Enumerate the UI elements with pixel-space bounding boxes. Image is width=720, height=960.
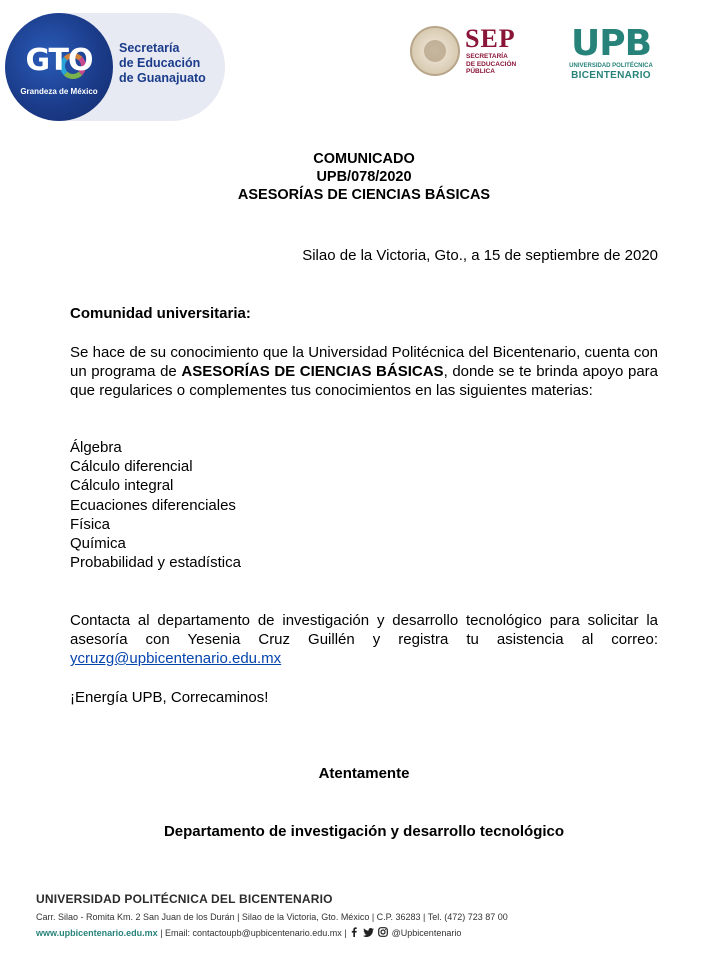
upb-logo-line1: UNIVERSIDAD POLITÉCNICA [569, 63, 653, 69]
footer-title: UNIVERSIDAD POLITÉCNICA DEL BICENTENARIO [36, 892, 333, 906]
intro-text-end: , donde se te brinda apoyo para que regularices o complementes tus conocimientos en las siguientes materias: [70, 363, 658, 399]
footer-social-handle[interactable]: @Upbicentenario [391, 927, 462, 938]
list-item: Física [70, 515, 111, 533]
gto-logo [5, 13, 225, 121]
sep-subtitle-line: PÚBLICA [466, 68, 495, 75]
title-line-folio: UPB/078/2020 [316, 169, 412, 185]
sep-seal-icon [410, 26, 460, 76]
date-line: Silao de la Victoria, Gto., a 15 de septiembre de 2020 [302, 247, 658, 264]
list-item: Ecuaciones diferenciales [70, 496, 236, 514]
intro-text: Se hace de su conocimiento que la Universidad Politécnica del Bicentenario, cuenta con un programa de [70, 344, 658, 380]
cheer-line: ¡Energía UPB, Correcaminos! [70, 689, 269, 706]
title-line-comunicado: COMUNICADO [313, 151, 415, 167]
sep-logo-subtitle [466, 53, 516, 76]
gto-secretaria-line: Secretaría [119, 41, 180, 55]
gto-secretaria-line: de Guanajuato [119, 71, 206, 85]
footer-email: | Email: contactoupb@upbicentenario.edu.mx | [157, 927, 350, 938]
contact-email-link[interactable]: ycruzg@upbicentenario.edu.mx [70, 650, 282, 667]
closing: Atentamente [318, 765, 410, 782]
letterhead [0, 0, 720, 130]
contact-paragraph [70, 611, 658, 668]
list-item: Cálculo diferencial [70, 458, 193, 476]
upb-logo [558, 24, 668, 84]
intro-paragraph [70, 343, 658, 400]
gto-secretaria-line: de Educación [119, 56, 201, 70]
footer-website-link[interactable]: www.upbicentenario.edu.mx [36, 927, 158, 938]
contact-text: Contacta al departamento de investigación y desarrollo tecnológico para solicitar la asesoría con Yesenia Cruz Guillén y registra tu asistencia al correo: [70, 612, 658, 648]
instagram-icon[interactable] [378, 927, 388, 940]
upb-logo-mark: UPB [570, 23, 652, 64]
upb-logo-line2: BICENTENARIO [571, 70, 651, 81]
list-item: Álgebra [70, 439, 122, 456]
salutation: Comunidad universitaria: [70, 305, 251, 322]
twitter-icon[interactable] [363, 928, 374, 940]
gto-logo-mark: GTO [25, 43, 93, 78]
sep-subtitle-line: SECRETARÍA [466, 53, 508, 60]
list-item: Cálculo integral [70, 477, 174, 495]
sep-logo-name: SEP [465, 24, 516, 53]
gto-secretaria-text [119, 41, 225, 86]
sep-subtitle-line: DE EDUCACIÓN [466, 60, 517, 68]
title-line-subject: ASESORÍAS DE CIENCIAS BÁSICAS [237, 187, 491, 203]
eagle-emblem-icon [424, 40, 446, 62]
footer-address: Carr. Silao - Romita Km. 2 San Juan de los Durán | Silao de la Victoria, Gto. México | C.P. 36283 | Tel. (472) 723 87 00 [36, 912, 508, 922]
footer-contact-line [36, 927, 676, 940]
gto-logo-tagline: Grandeza de México [20, 87, 98, 96]
facebook-icon[interactable] [350, 927, 358, 940]
gto-logo-circle [5, 13, 113, 121]
document-title [70, 150, 658, 204]
footer [36, 892, 676, 940]
list-item: Probabilidad y estadística [70, 554, 241, 572]
intro-program-name: ASESORÍAS DE CIENCIAS BÁSICAS [181, 363, 444, 380]
list-item: Química [70, 534, 126, 552]
signature-department: Departamento de investigación y desarrollo tecnológico [163, 823, 565, 840]
subjects-list [70, 438, 241, 572]
